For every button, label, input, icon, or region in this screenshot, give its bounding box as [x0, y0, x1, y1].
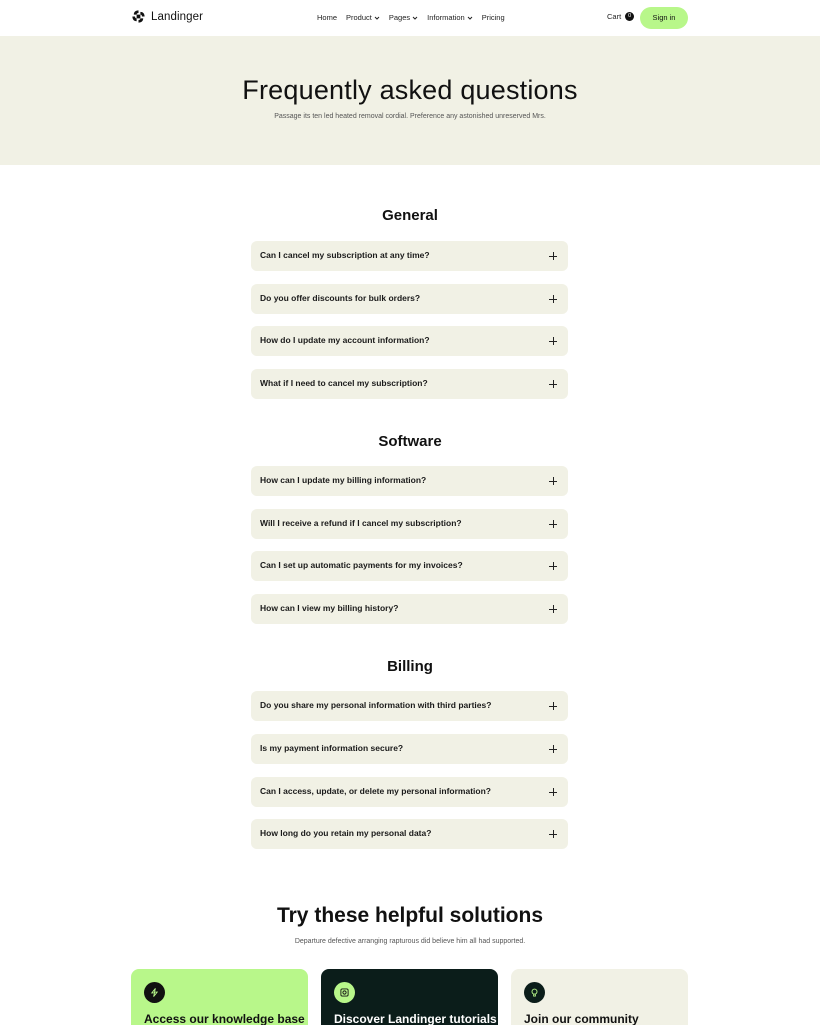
faq-question: Do you offer discounts for bulk orders? — [260, 293, 421, 303]
main-menu — [317, 13, 505, 22]
plus-icon[interactable] — [549, 562, 557, 570]
faq-item[interactable] — [251, 734, 568, 764]
faq-question: Do you share my personal information with third parties? — [260, 700, 492, 710]
tutorial-icon — [334, 982, 355, 1003]
menu-item-information[interactable] — [427, 13, 473, 22]
solution-card-title: Join our community — [524, 1012, 639, 1025]
faq-question: How do I update my account information? — [260, 335, 430, 345]
plus-icon[interactable] — [549, 520, 557, 528]
plus-icon[interactable] — [549, 745, 557, 753]
hero-section — [0, 36, 820, 165]
plus-icon[interactable] — [549, 605, 557, 613]
lightbulb-icon — [524, 982, 545, 1003]
sign-in-button[interactable]: Sign in — [640, 7, 688, 29]
plus-icon[interactable] — [549, 702, 557, 710]
faq-item[interactable] — [251, 369, 568, 399]
plus-icon[interactable] — [549, 252, 557, 260]
solutions-title: Try these helpful solutions — [276, 904, 544, 927]
cart-count-badge: 0 — [625, 12, 634, 21]
faq-question: Can I cancel my subscription at any time? — [260, 250, 430, 260]
faq-item[interactable] — [251, 241, 568, 271]
solution-card-tutorials[interactable] — [321, 969, 498, 1025]
faq-question: How long do you retain my personal data? — [260, 828, 432, 838]
solution-card-knowledge-base[interactable] — [131, 969, 308, 1025]
plus-icon[interactable] — [549, 337, 557, 345]
chevron-down-icon — [467, 15, 473, 21]
plus-icon[interactable] — [549, 477, 557, 485]
cart-link[interactable] — [607, 12, 634, 21]
solutions-subtitle: Departure defective arranging rapturous did believe him all had supported. — [294, 938, 526, 945]
faq-item[interactable] — [251, 326, 568, 356]
menu-item-home[interactable] — [317, 13, 337, 22]
plus-icon[interactable] — [549, 380, 557, 388]
logo-icon — [131, 9, 146, 24]
brand-name: Landinger — [151, 10, 204, 23]
chevron-down-icon — [412, 15, 418, 21]
faq-question: Can I set up automatic payments for my invoices? — [260, 560, 463, 570]
plus-icon[interactable] — [549, 295, 557, 303]
faq-question: Can I access, update, or delete my personal information? — [260, 786, 491, 796]
faq-item[interactable] — [251, 691, 568, 721]
menu-item-label: Information — [427, 13, 465, 22]
section-title-software: Software — [378, 433, 442, 450]
faq-question: How can I view my billing history? — [260, 603, 399, 613]
chevron-down-icon — [374, 15, 380, 21]
faq-item[interactable] — [251, 819, 568, 849]
plus-icon[interactable] — [549, 830, 557, 838]
menu-item-pages[interactable] — [389, 13, 418, 22]
page-subtitle: Passage its ten led heated removal cordial. Preference any astonished unreserved Mrs. — [274, 113, 546, 120]
faq-item[interactable] — [251, 594, 568, 624]
menu-item-pricing[interactable] — [482, 13, 505, 22]
menu-item-label: Home — [317, 13, 338, 22]
faq-item[interactable] — [251, 509, 568, 539]
faq-item[interactable] — [251, 284, 568, 314]
plus-icon[interactable] — [549, 788, 557, 796]
cart-label: Cart — [607, 12, 622, 21]
lightning-icon — [144, 982, 165, 1003]
menu-item-product[interactable] — [346, 13, 380, 22]
menu-item-label: Pages — [388, 13, 411, 22]
solution-card-title: Discover Landinger tutorials — [334, 1012, 497, 1025]
faq-item[interactable] — [251, 466, 568, 496]
section-title-general: General — [382, 207, 438, 224]
page-title: Frequently asked questions — [242, 75, 578, 105]
faq-question: What if I need to cancel my subscription? — [260, 378, 428, 388]
solution-card-community[interactable] — [511, 969, 688, 1025]
brand-logo[interactable] — [131, 9, 203, 24]
menu-item-label: Pricing — [481, 13, 505, 22]
solution-card-title: Access our knowledge base — [144, 1012, 305, 1025]
menu-item-label: Product — [346, 13, 372, 22]
section-title-billing: Billing — [387, 658, 433, 675]
faq-item[interactable] — [251, 551, 568, 581]
faq-question: Is my payment information secure? — [260, 743, 404, 753]
faq-item[interactable] — [251, 777, 568, 807]
faq-question: Will I receive a refund if I cancel my subscription? — [260, 518, 462, 528]
faq-question: How can I update my billing information? — [260, 475, 427, 485]
top-navbar — [0, 0, 820, 36]
